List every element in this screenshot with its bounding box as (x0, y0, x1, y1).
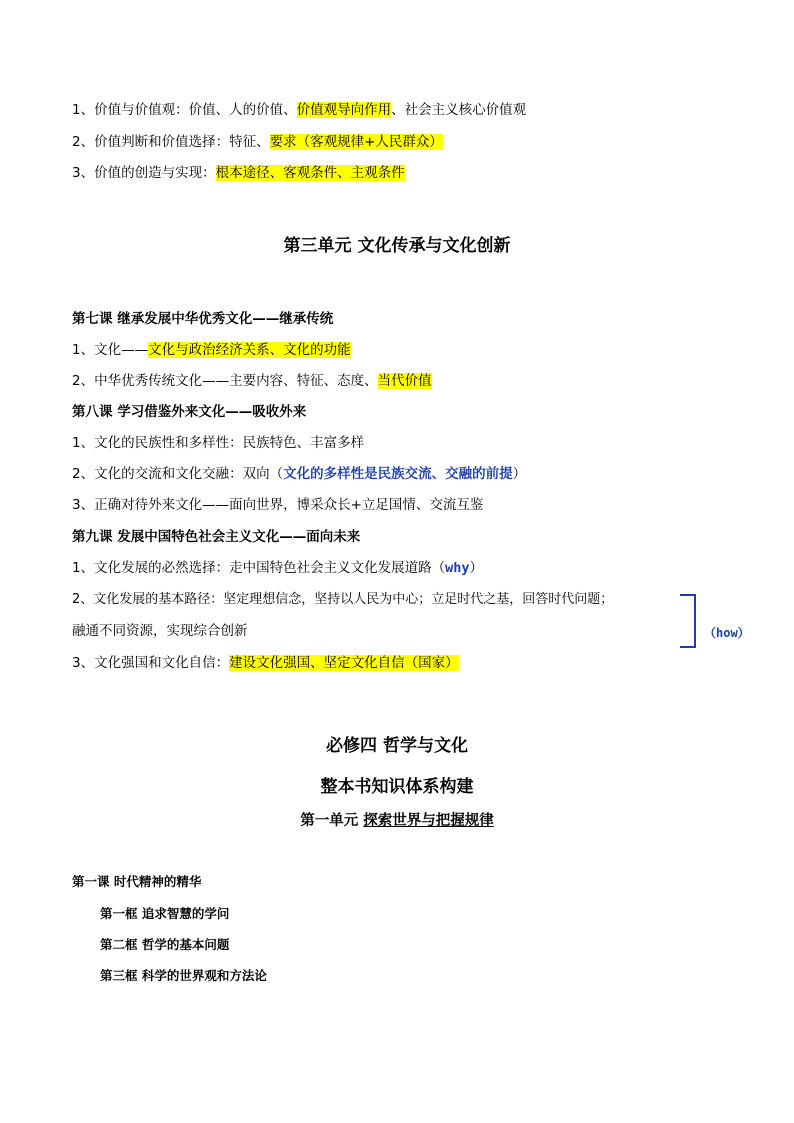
frame-item: 第三框 科学的世界观和方法论 (100, 968, 267, 983)
value-line-2 (72, 132, 443, 152)
highlight: 当代价值 (377, 373, 432, 389)
text: ） (512, 466, 527, 482)
book4-unit1-title (0, 809, 794, 830)
text: 1、文化发展的必然选择：走中国特色社会主义文化发展道路（ (72, 560, 446, 576)
unit-label: 第一单元 (300, 812, 364, 829)
unit3-title: 第三单元 文化传承与文化创新 (283, 236, 511, 256)
highlight: 根本途径、客观条件、主观条件 (215, 165, 405, 181)
book4-subtitle: 整本书知识体系构建 (320, 777, 474, 797)
text: 、社会主义核心价值观 (391, 102, 527, 118)
frame-item: 第一框 追求智慧的学问 (100, 906, 230, 921)
lesson9-heading: 第九课 发展中国特色社会主义文化——面向未来 (72, 529, 361, 545)
lesson9-line-1 (72, 558, 483, 578)
book4-lesson1: 第一课 时代精神的精华 (72, 874, 202, 889)
text: 2、文化的交流和文化交融：双向（ (72, 466, 284, 482)
lesson9-line-2a: 2、文化发展的基本路径：坚定理想信念，坚持以人民为中心；立足时代之基，回答时代问题； (72, 592, 614, 607)
book4-title: 必修四 哲学与文化 (326, 736, 468, 756)
lesson8-line-2 (72, 464, 526, 484)
lesson7-heading: 第七课 继承发展中华优秀文化——继承传统 (72, 311, 334, 327)
frame-item: 第二框 哲学的基本问题 (100, 937, 230, 952)
lesson8-line-1: 1、文化的民族性和多样性：民族特色、丰富多样 (72, 435, 365, 451)
highlight: 文化与政治经济关系、文化的功能 (148, 342, 351, 358)
lesson8-line-3: 3、正确对待外来文化——面向世界，博采众长+立足国情、交流互鉴 (72, 497, 484, 513)
unit-name: 探索世界与把握规律 (363, 812, 494, 829)
lesson8-heading: 第八课 学习借鉴外来文化——吸收外来 (72, 404, 307, 420)
lesson7-line-1 (72, 340, 351, 360)
emphasis: 文化的 (283, 466, 324, 482)
lesson7-line-2 (72, 371, 432, 391)
value-line-3 (72, 163, 405, 183)
text: 1、文化—— (72, 342, 149, 358)
text: 3、文化强国和文化自信： (72, 655, 230, 671)
lesson9-line-2b: 融通不同资源，实现综合创新 (72, 623, 248, 639)
text: 1、价值与价值观：价值、人的价值、 (72, 102, 297, 118)
text: 2、价值判断和价值选择：特征、 (72, 134, 270, 150)
highlight: 价值观导向作用 (296, 102, 392, 118)
bracket-icon (680, 594, 696, 648)
how-label: （how） (704, 626, 750, 640)
highlight: 要求（客观规律+人民群众） (269, 134, 443, 150)
value-line-1 (72, 100, 526, 120)
text: ） (469, 560, 483, 576)
emphasis: 多样性是民族交流、交融的前提 (323, 466, 513, 482)
text: 2、中华优秀传统文化——主要内容、特征、态度、 (72, 373, 378, 389)
highlight: 建设文化强国、坚定文化自信（国家） (229, 655, 459, 671)
why-label: why (445, 560, 470, 576)
text: 3、价值的创造与实现： (72, 165, 216, 181)
lesson9-line-3 (72, 653, 459, 673)
